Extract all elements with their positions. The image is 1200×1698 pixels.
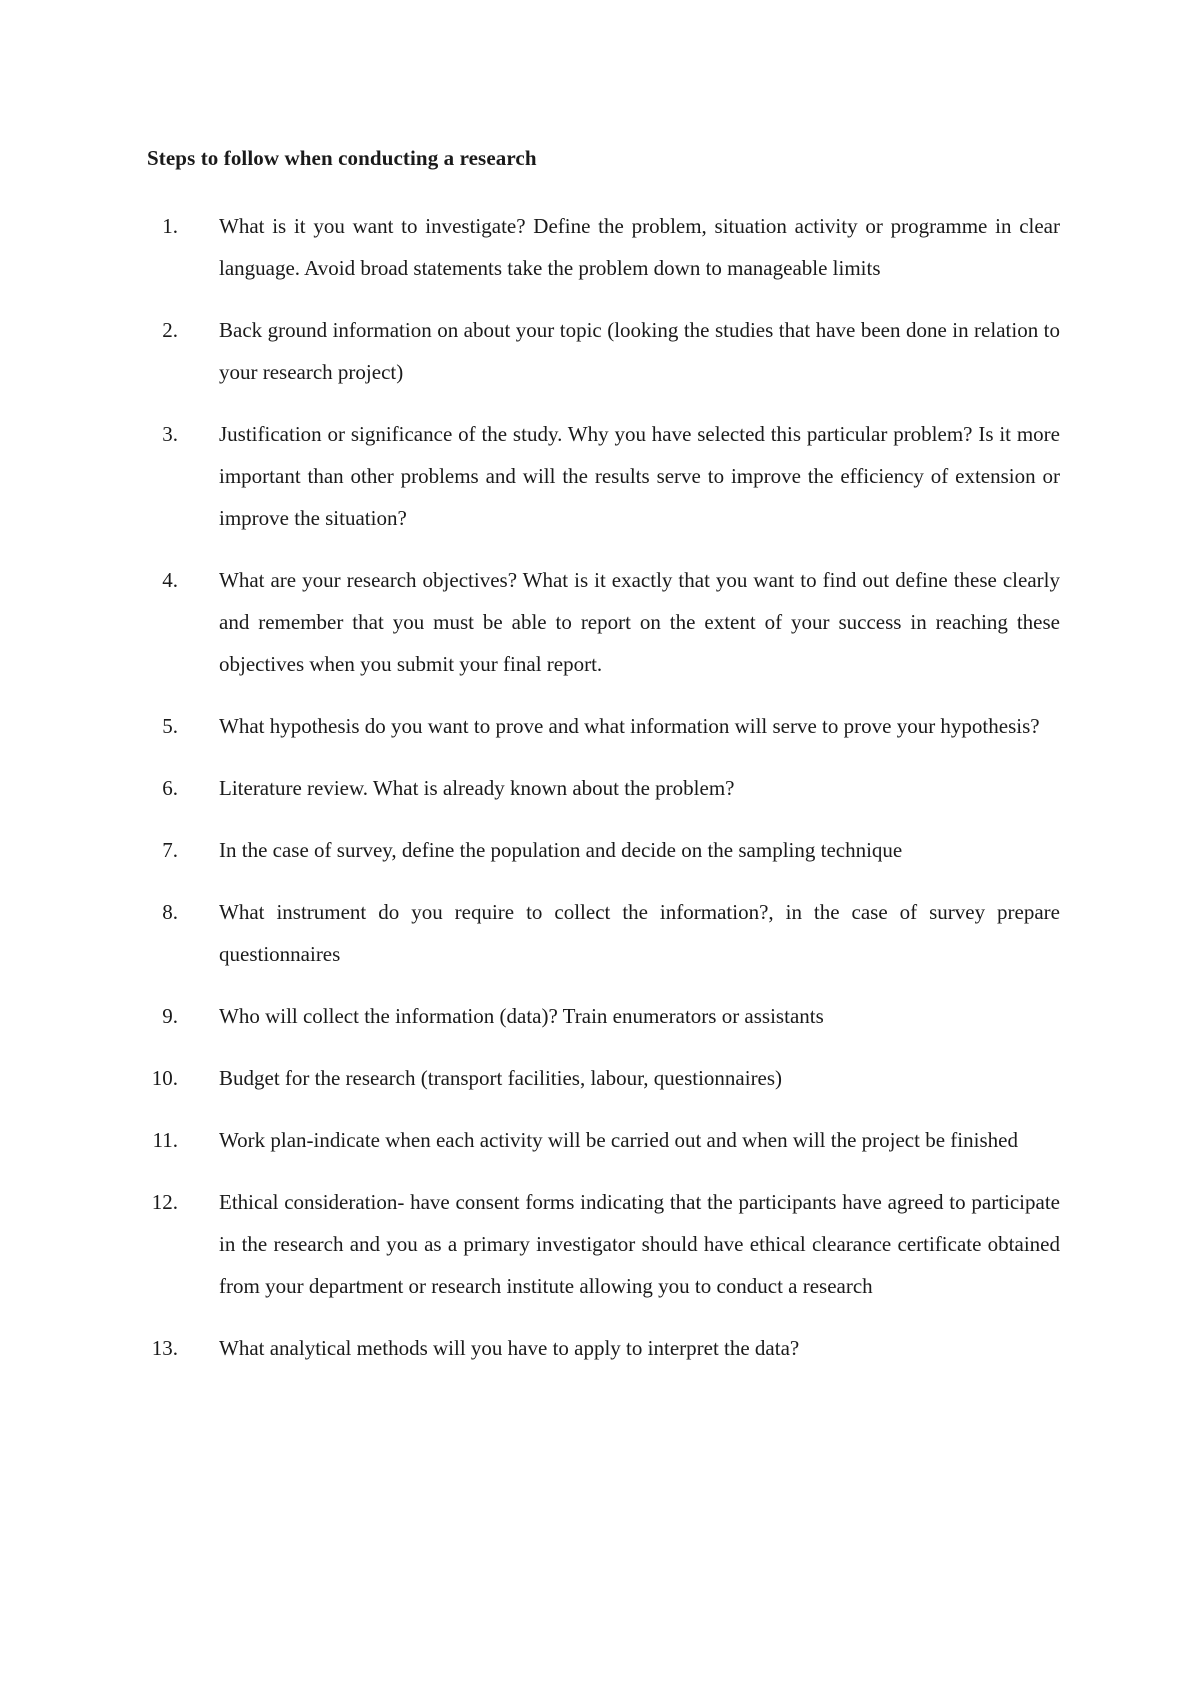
list-item: 11. Work plan-indicate when each activity will be carried out and when will the project be finished — [0, 1119, 1200, 1161]
list-item-text: In the case of survey, define the population and decide on the sampling technique — [219, 838, 903, 862]
steps-list — [0, 205, 1200, 1389]
list-item-text: What is it you want to investigate? Define the problem, situation activity or programme in clear language. Avoid broad statements take the problem down to manageable limits — [219, 214, 1060, 280]
list-item-text: Justification or significance of the study. Why you have selected this particular problem? Is it more important than other problems and will the results serve to improve the efficiency of extension or improve the situation? — [219, 422, 1060, 530]
list-item-text: Budget for the research (transport facilities, labour, questionnaires) — [219, 1066, 783, 1090]
list-item: 3. Justification or significance of the study. Why you have selected this particular problem? Is it more important than other problems and will the results serve to improve the efficiency of extension or improve the situation? — [0, 413, 1200, 539]
list-item: 8. What instrument do you require to collect the information?, in the case of survey prepare questionnaires — [0, 891, 1200, 975]
list-item: 4. What are your research objectives? What is it exactly that you want to find out define these clearly and remember that you must be able to report on the extent of your success in reaching these objectives when you submit your final report. — [0, 559, 1200, 685]
list-item-text: Who will collect the information (data)? Train enumerators or assistants — [219, 1004, 824, 1028]
list-item-text: Back ground information on about your topic (looking the studies that have been done in relation to your research project) — [219, 318, 1060, 384]
list-item: 9. Who will collect the information (data)? Train enumerators or assistants — [0, 995, 1200, 1037]
list-item-text: What analytical methods will you have to apply to interpret the data? — [219, 1336, 800, 1360]
list-item-text: What instrument do you require to collect the information?, in the case of survey prepare questionnaires — [219, 900, 1060, 966]
document-title: Steps to follow when conducting a research — [147, 146, 537, 170]
list-item-text: What hypothesis do you want to prove and what information will serve to prove your hypothesis? — [219, 714, 1040, 738]
list-item: 10. Budget for the research (transport facilities, labour, questionnaires) — [0, 1057, 1200, 1099]
list-item-text: Work plan-indicate when each activity will be carried out and when will the project be finished — [219, 1128, 1018, 1152]
list-item: 12. Ethical consideration- have consent forms indicating that the participants have agreed to participate in the research and you as a primary investigator should have ethical clearance certificate obtained from your department or research institute allowing you to conduct a research — [0, 1181, 1200, 1307]
list-item: 2. Back ground information on about your topic (looking the studies that have been done in relation to your research project) — [0, 309, 1200, 393]
list-item: 13. What analytical methods will you have to apply to interpret the data? — [0, 1327, 1200, 1369]
list-item: 6. Literature review. What is already known about the problem? — [0, 767, 1200, 809]
list-item: 5. What hypothesis do you want to prove and what information will serve to prove your hypothesis? — [0, 705, 1200, 747]
list-item: 7. In the case of survey, define the population and decide on the sampling technique — [0, 829, 1200, 871]
list-item-text: What are your research objectives? What is it exactly that you want to find out define these clearly and remember that you must be able to report on the extent of your success in reaching these objectives when you submit your final report. — [219, 568, 1060, 676]
list-item: 1. What is it you want to investigate? Define the problem, situation activity or programme in clear language. Avoid broad statements take the problem down to manageable limits — [0, 205, 1200, 289]
list-item-text: Ethical consideration- have consent forms indicating that the participants have agreed to participate in the research and you as a primary investigator should have ethical clearance certificate obtained from your department or research institute allowing you to conduct a research — [219, 1190, 1060, 1298]
list-item-text: Literature review. What is already known about the problem? — [219, 776, 735, 800]
